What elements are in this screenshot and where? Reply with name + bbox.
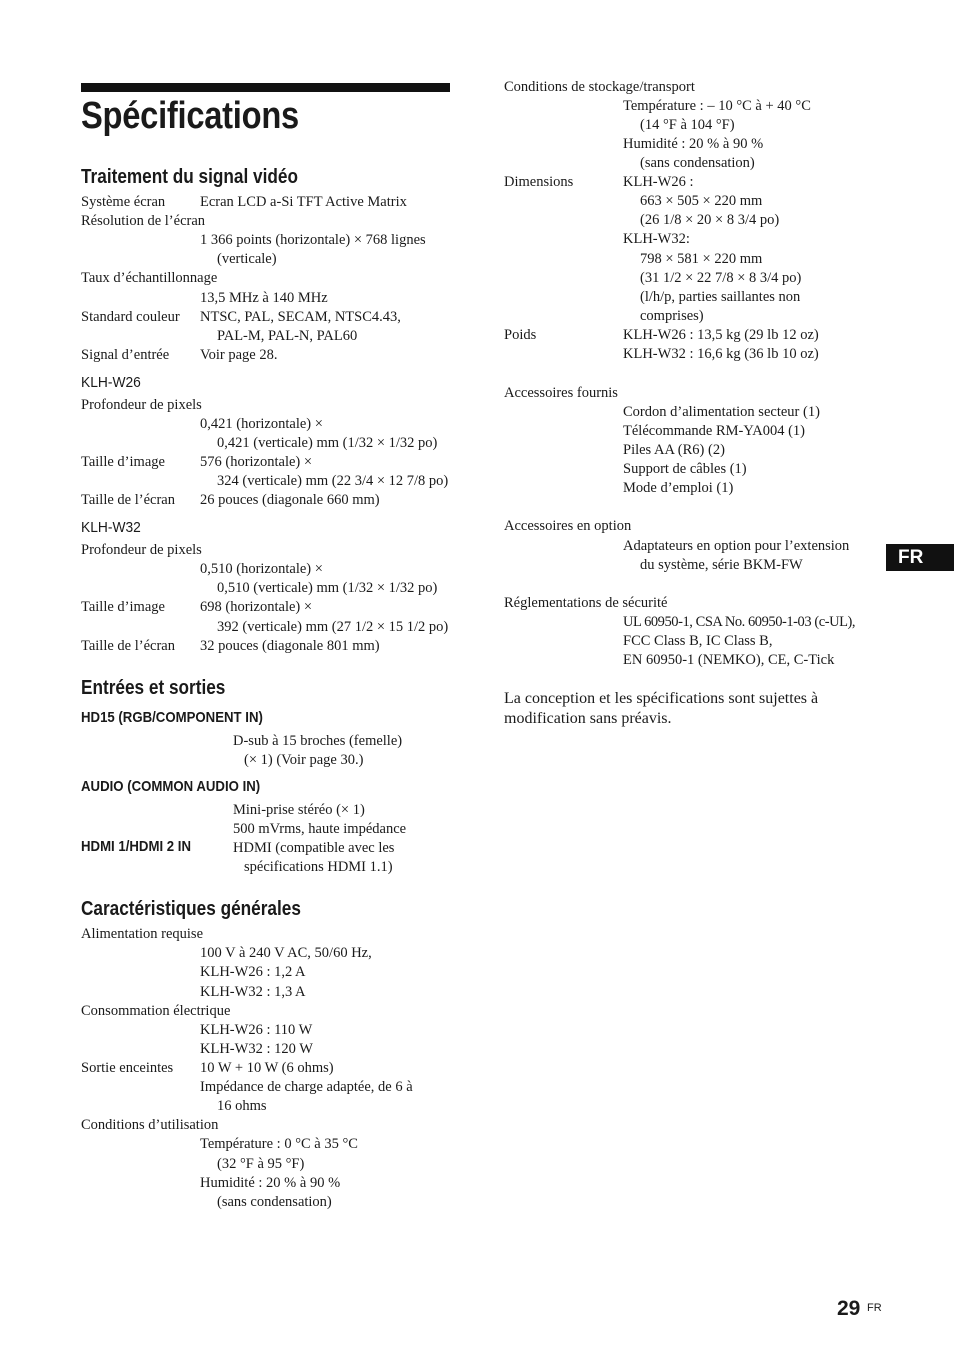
spec-value: 32 pouces (diagonale 801 mm) [200,638,380,654]
spec-value: 100 V à 240 V AC, 50/60 Hz, [200,945,372,961]
spec-label: Accessoires fournis [504,385,618,401]
spec-label: Standard couleur [81,309,180,325]
spec-value: 0,421 (horizontale) × [200,416,323,432]
spec-label: Réglementations de sécurité [504,595,668,611]
spec-value: Voir page 28. [200,347,278,363]
spec-value: KLH-W26 : [623,174,694,190]
spec-label: Profondeur de pixels [81,397,202,413]
spec-value: 0,421 (verticale) mm (1/32 × 1/32 po) [217,435,438,451]
spec-label: Sortie enceintes [81,1060,174,1076]
spec-value: KLH-W26 : 110 W [200,1022,313,1038]
spec-value: KLH-W26 : 13,5 kg (29 lb 12 oz) [623,327,819,343]
spec-label: Taille d’image [81,599,165,615]
spec-label: Taille d’image [81,454,165,470]
spec-value: spécifications HDMI 1.1) [244,859,393,875]
spec-label: Conditions d’utilisation [81,1117,219,1133]
connector-heading-audio: AUDIO (COMMON AUDIO IN) [81,778,261,795]
spec-value: Ecran LCD a-Si TFT Active Matrix [200,194,407,210]
spec-value: (sans condensation) [640,155,755,171]
spec-value: Adaptateurs en option pour l’extension [623,538,850,554]
spec-value: 26 pouces (diagonale 660 mm) [200,492,380,508]
disclaimer-note: La conception et les spécifications sont sujettes à [504,690,819,707]
spec-value: 500 mVrms, haute impédance [233,821,407,837]
spec-value: Température : 0 °C à 35 °C [200,1136,358,1152]
spec-value: FCC Class B, IC Class B, [623,633,773,649]
spec-value: Cordon d’alimentation secteur (1) [623,404,820,420]
connector-heading-hdmi: HDMI 1/HDMI 2 IN [81,838,192,855]
spec-value: 663 × 505 × 220 mm [640,193,763,209]
spec-value: KLH-W32 : 16,6 kg (36 lb 10 oz) [623,346,819,362]
section-heading-general: Caractéristiques générales [81,898,301,920]
spec-label: Consommation électrique [81,1003,231,1019]
title-rule [81,83,450,92]
spec-value: EN 60950-1 (NEMKO), CE, C-Tick [623,652,835,668]
spec-label: Résolution de l’écran [81,213,206,229]
spec-value: Piles AA (R6) (2) [623,442,725,458]
spec-value: (32 °F à 95 °F) [217,1156,305,1172]
spec-value: 798 × 581 × 220 mm [640,251,763,267]
spec-value: D-sub à 15 broches (femelle) [233,733,403,749]
spec-value: Température : – 10 °C à + 40 °C [623,98,811,114]
page-language-suffix: FR [867,1302,882,1314]
spec-label: Dimensions [504,174,574,190]
spec-value: 16 ohms [217,1098,267,1114]
spec-label: Profondeur de pixels [81,542,202,558]
spec-value: Impédance de charge adaptée, de 6 à [200,1079,413,1095]
spec-label: Poids [504,327,537,343]
spec-value: 576 (horizontale) × [200,454,313,470]
section-heading-video: Traitement du signal vidéo [81,166,298,188]
spec-value: KLH-W32: [623,231,690,247]
connector-heading-hd15: HD15 (RGB/COMPONENT IN) [81,709,263,726]
page-number: 29 [837,1297,861,1320]
spec-value: 1 366 points (horizontale) × 768 lignes [200,232,426,248]
spec-label: Signal d’entrée [81,347,170,363]
spec-label: Taille de l’écran [81,638,175,654]
spec-value: (14 °F à 104 °F) [640,117,735,133]
spec-value: (verticale) [217,251,277,267]
spec-value: KLH-W32 : 120 W [200,1041,313,1057]
spec-value: (26 1/8 × 20 × 8 3/4 po) [640,212,780,228]
spec-value: 0,510 (verticale) mm (1/32 × 1/32 po) [217,580,438,596]
spec-value: UL 60950-1, CSA No. 60950-1-03 (c-UL), [623,614,856,630]
spec-value: Humidité : 20 % à 90 % [623,136,764,152]
spec-label: Système écran [81,194,166,210]
page-title: Spécifications [81,95,299,137]
spec-label: Taille de l’écran [81,492,175,508]
spec-value: 698 (horizontale) × [200,599,313,615]
spec-value: (l/h/p, parties saillantes non [640,289,801,305]
spec-value: 0,510 (horizontale) × [200,561,323,577]
spec-value: 13,5 MHz à 140 MHz [200,290,328,306]
spec-value: 10 W + 10 W (6 ohms) [200,1060,334,1076]
section-heading-io: Entrées et sorties [81,677,226,699]
spec-value: du système, série BKM-FW [640,557,803,573]
spec-value: 324 (verticale) mm (22 3/4 × 12 7/8 po) [217,473,449,489]
spec-value: Mode d’emploi (1) [623,480,734,496]
spec-value: KLH-W32 : 1,3 A [200,984,306,1000]
spec-value: Humidité : 20 % à 90 % [200,1175,341,1191]
spec-value: KLH-W26 : 1,2 A [200,964,306,980]
spec-value: (sans condensation) [217,1194,332,1210]
spec-value: Mini-prise stéréo (× 1) [233,802,365,818]
spec-value: NTSC, PAL, SECAM, NTSC4.43, [200,309,401,325]
spec-value: Télécommande RM-YA004 (1) [623,423,806,439]
language-tab: FR [886,544,954,571]
spec-label: Alimentation requise [81,926,204,942]
spec-value: Support de câbles (1) [623,461,747,477]
spec-value: HDMI (compatible avec les [233,840,395,856]
spec-value: PAL-M, PAL-N, PAL60 [217,328,358,344]
model-heading-w26: KLH-W26 [81,374,141,391]
spec-value: comprises) [640,308,704,324]
spec-value: (× 1) (Voir page 30.) [244,752,364,768]
spec-label: Taux d’échantillonnage [81,270,218,286]
spec-value: (31 1/2 × 22 7/8 × 8 3/4 po) [640,270,802,286]
spec-label: Accessoires en option [504,518,632,534]
disclaimer-note-line2: modification sans préavis. [504,710,672,727]
model-heading-w32: KLH-W32 [81,519,141,536]
spec-value: 392 (verticale) mm (27 1/2 × 15 1/2 po) [217,619,449,635]
spec-label: Conditions de stockage/transport [504,79,695,95]
